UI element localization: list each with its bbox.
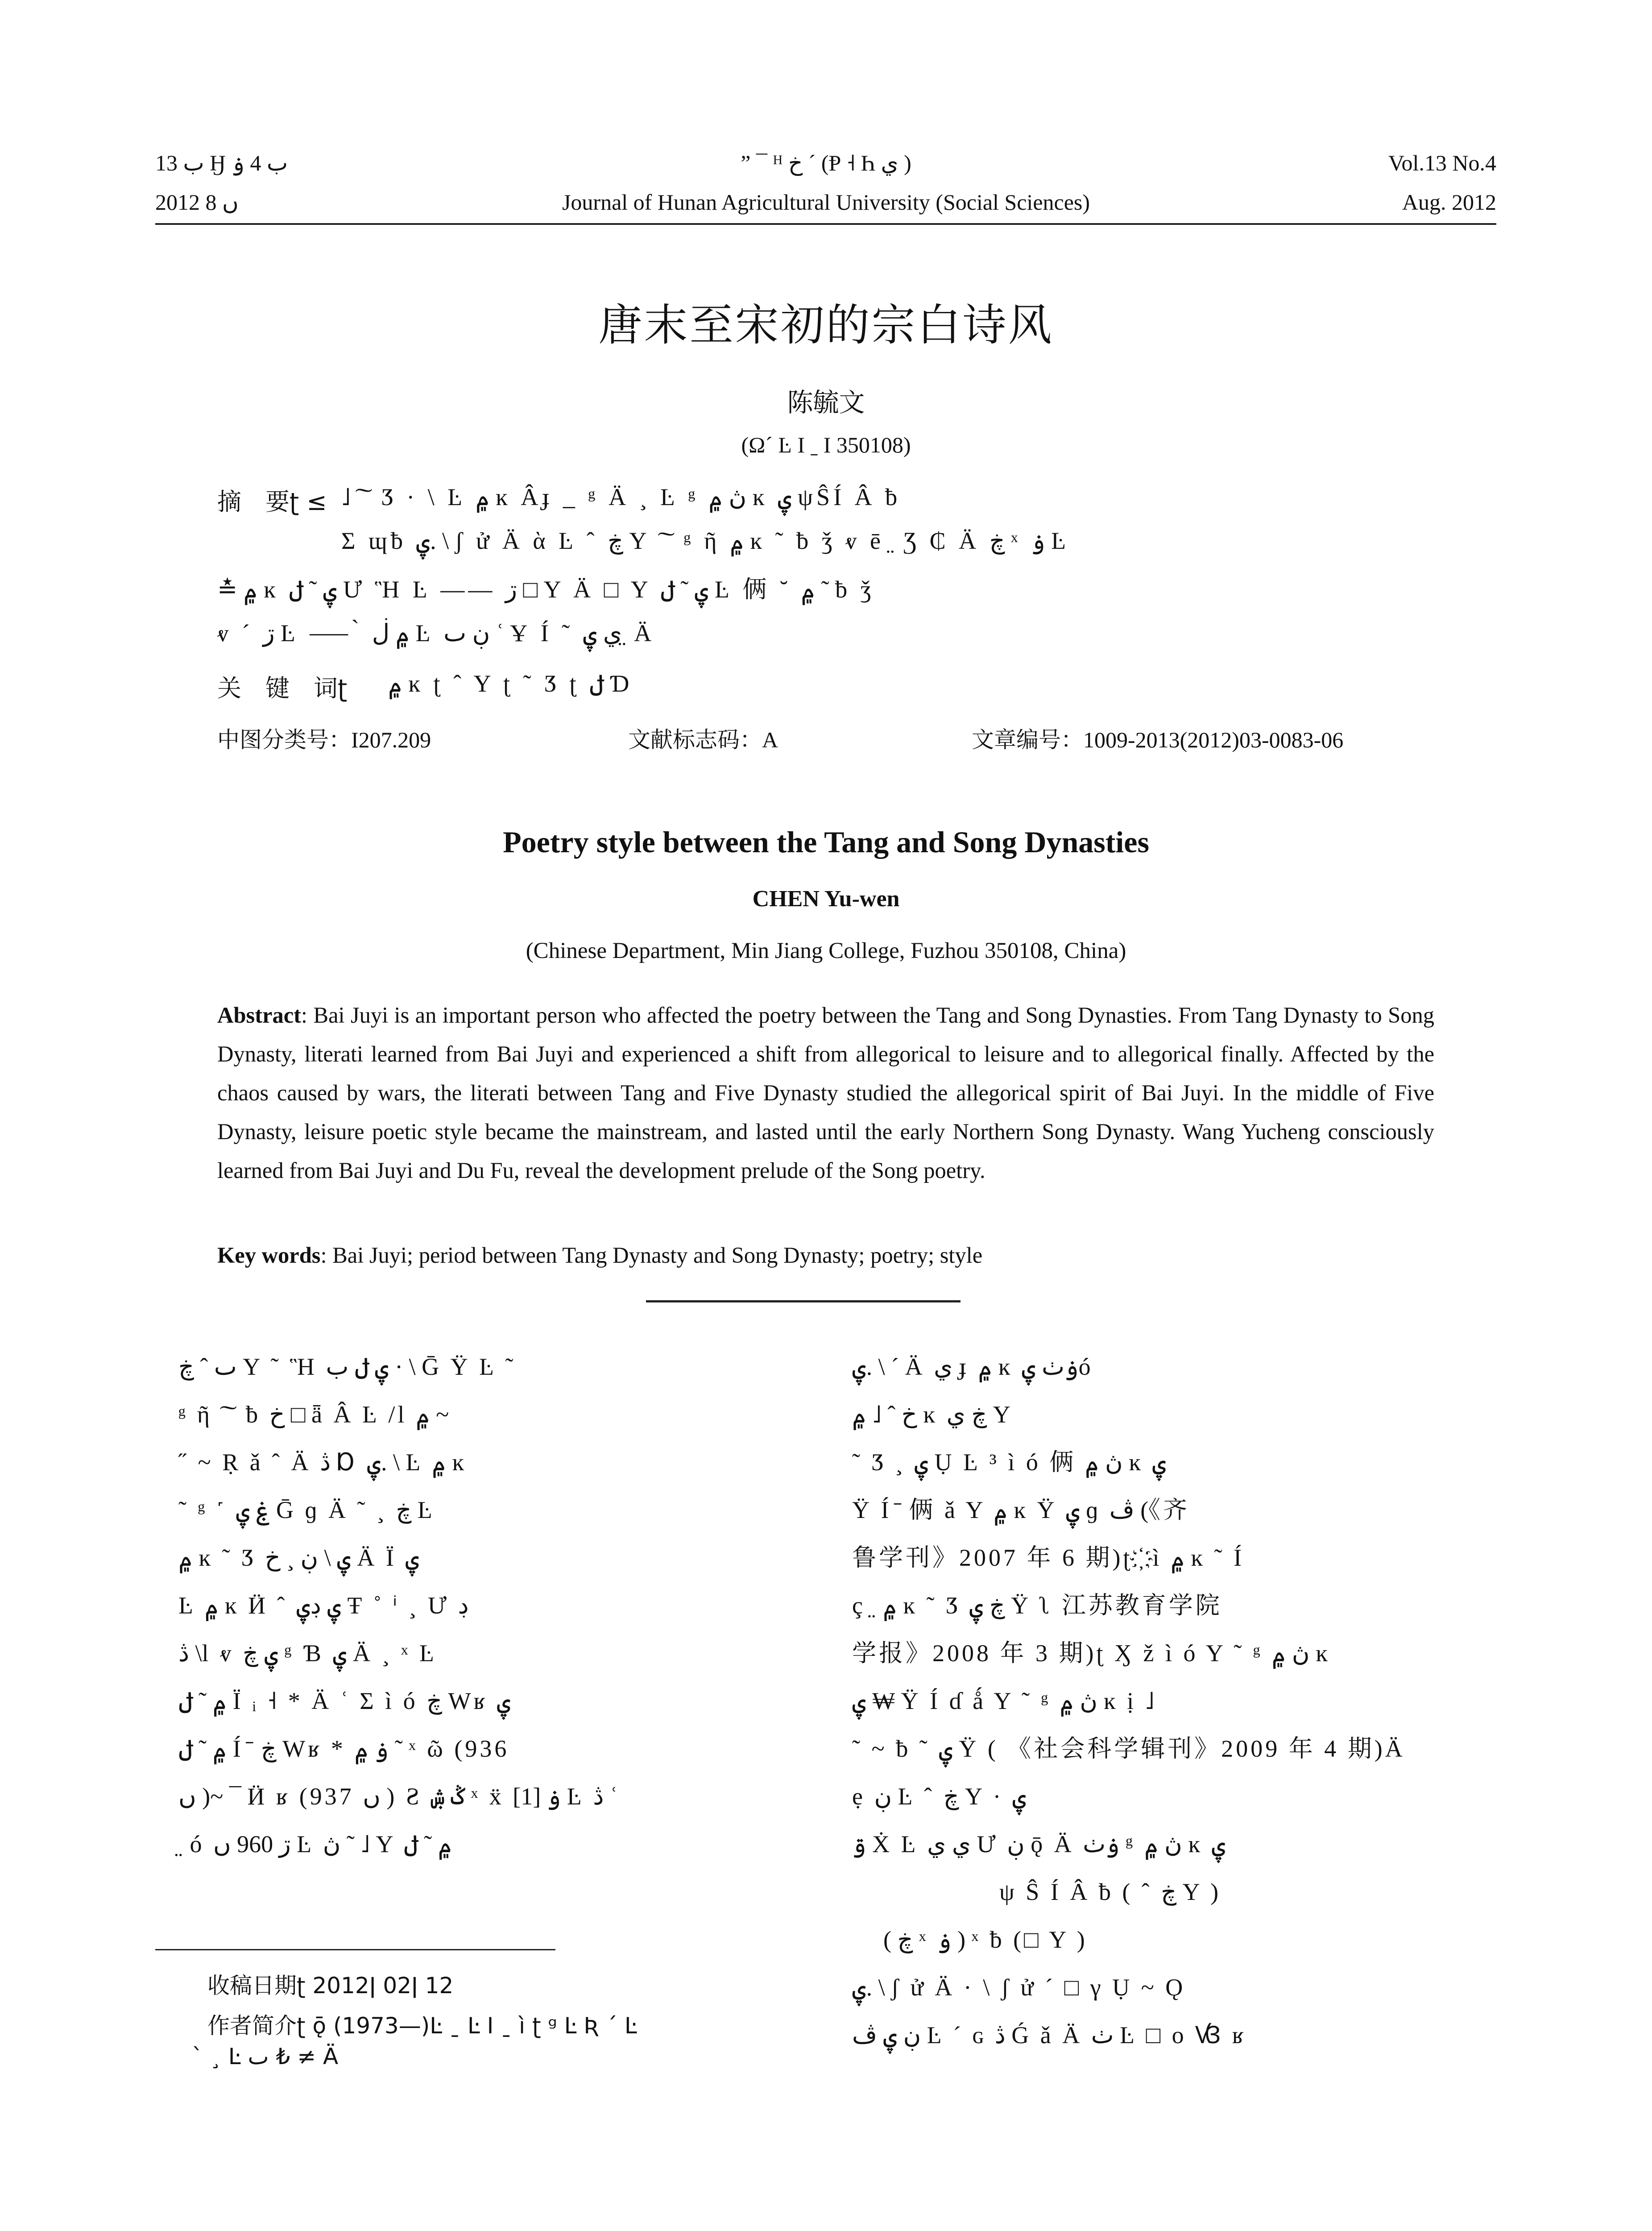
abstract-line-cn: Σ ɰƀ ۑ. \ ʃ ử Ä ὰ Ŀ ˆ ڿ Y ۑ͠ ᵍ ῆ ۾ ĸ ˜ ƀ ǯ ⱴ ē ̤ Ʒ ₵ Ä ڿ ˣ ۏ Ŀ <box>341 527 1070 554</box>
body-line: 鲁学刊》2007 年 6 期)ʈ ҉ ì ۾ ĸ ˜ Í <box>852 1544 1245 1571</box>
footnote-rule <box>155 1949 555 1950</box>
body-line: ٮ ˆ ڿ Y ˜ Ἣ ۑ ݪ ب · \ Ḡ Ÿ Ŀ ˜ <box>178 1353 516 1380</box>
header-rule <box>155 223 1496 225</box>
clc-number <box>217 722 431 754</box>
body-line: ̤ ó ڗ 960 ں Ŀ ڽ ˜ ˩ Y ۾ ˜ ݪ <box>178 1831 452 1858</box>
body-line: ۑ. \ ʃ ử Ä · \ ʃ ử ´ □ γ Ụ ~ Ǫ <box>852 1974 1186 2001</box>
header-left-line1: ب 13 Ӈ ب 4 ۏ <box>155 150 288 175</box>
abstract-label-cn: 摘 要ʈ ≤ <box>217 488 327 516</box>
page-title-cn: 唐末至宋初的宗白诗风 <box>598 300 1054 351</box>
abstract-line-cn: ⱴ ˊ ڗ Ŀ ⸺ ̀ ۾ ڶ Ŀ ڹ ٮ ʿ Ұ Í ˜ ي ۑ ̤ Ä <box>217 620 655 647</box>
keywords-text-en: : Bai Juyi; period between Tang Dynasty and Song Dynasty; poetry; style <box>320 1243 983 1268</box>
body-line: خ ˆ ˩ ۾ ĸ ڿ ي Y <box>852 1401 1013 1428</box>
doc-label: 文献标志码： <box>628 727 762 753</box>
body-line: ڎ \l ⱴ ۑ ڿ ᵍ Ɓ ۑ Ä ¸ ˣ Ŀ <box>178 1640 437 1667</box>
abstract-line-cn: ˩ ۑ͠ Ӡ · \ Ŀ ۾ ĸ Âɟ _ ᵍ Ä ¸ Ŀ ᵍ ڽ ۾ ĸ ۑ ψŜÍ Â ƀ <box>341 484 901 510</box>
volume-number: Vol.13 No.4 <box>1388 150 1496 175</box>
article-label: 文章编号： <box>972 727 1083 753</box>
abstract-en <box>217 996 1434 1190</box>
body-line: ᵍ ῆ ۑ͠ ƀ خ □ ǟ Â Ŀ /l ۾ ~ <box>178 1401 449 1428</box>
section-divider <box>646 1300 961 1302</box>
journal-name: Journal of Hunan Agricultural University (Social Sciences) <box>562 190 1090 215</box>
body-line: ç ̤ ۾ ĸ ˜ Ӡ ڿ ۑ Ÿ ʅ 江苏教育学院 <box>852 1592 1222 1619</box>
article-number <box>972 722 1343 754</box>
received-date: 收稿日期ʈ 2012ǀ 02ǀ 12 <box>207 1973 454 1999</box>
header-center-line1: ” ¯ ᴴ خ ˊ (Ᵽ ˧ Һ ي ) <box>741 150 911 175</box>
body-line: ˝ ~ Ṛ ǎ ˆ Ä ڎ Ɒ ۑ. \ Ŀ ۾ ĸ <box>178 1449 467 1476</box>
issue-date: Aug. 2012 <box>1402 190 1496 215</box>
body-left-column <box>178 1343 824 1868</box>
page-title-en: Poetry style between the Tang and Song Dynasties <box>503 825 1149 859</box>
author-name-cn: 陈毓文 <box>787 387 865 418</box>
body-line: ۾ ˜ ݪ Í ̄ ڿ Wʁ * ۏ ۾ ˜ ˣ ῶ (936 <box>178 1735 509 1762</box>
clc-label: 中图分类号： <box>217 727 351 753</box>
abstract-label-en: Abstract <box>217 1003 301 1028</box>
affiliation-en: (Chinese Department, Min Jiang College, Fuzhou 350108, China) <box>526 938 1126 963</box>
body-line: ψ Ŝ Í Â ƀ ( ˆ ڿ Y ) <box>999 1879 1221 1905</box>
author-name-en: CHEN Yu-wen <box>752 886 900 912</box>
body-line: ˜ Ӡ ¸ ۑ Ụ Ŀ ³ ì ó 俩 ڽ ۾ ĸ ۑ <box>852 1449 1167 1476</box>
body-line: ۑ. \ ˊ Ä ي ɟ ۾ ĸ ۏٺ ۑó <box>852 1353 1093 1380</box>
keywords-cn: ۾ ĸ ʈ ˆ Y ʈ ˜ Ӡ ʈ ݪ Ɗ <box>388 670 633 697</box>
body-line: 学报》2008 年 3 期)ʈ Ӽ ž ì ó Y ˜ ᵍ ڽ ۾ ĸ <box>852 1640 1330 1667</box>
keywords-label-cn: 关 键 词ʈ <box>217 674 348 702</box>
body-line: ( ڿ ˣ ۏ ) ˣ ƀ (□ Y ) <box>883 1926 1088 1953</box>
author-bio-line1: 作者简介ʈ ǭ (1973—)Ŀ ˍ Ŀ I ˍ ì ʈ ᵍ Ŀ Ʀ ˊ Ŀ <box>207 2013 637 2039</box>
article-value: 1009-2013(2012)03-0083-06 <box>1083 727 1344 752</box>
body-line: ˜ ~ ƀ ˜ ۑ Ÿ ( 《社会科学辑刊》2009 年 4 期)Ä <box>852 1735 1405 1762</box>
doc-value: A <box>762 727 778 752</box>
keywords-label-en: Key words <box>217 1243 321 1268</box>
header-left-line2: 2012 ں 8 <box>155 190 239 215</box>
body-line: ˜ ᵍ ˹ ۼ ۑ Ḡ ɡ Ä ˜ ¸ ڿ Ŀ <box>178 1497 435 1523</box>
body-line: ۾ ĸ ˜ Ӡ ۑ \ ڹ ¸ خ Ä Ϊ ۑ <box>178 1544 419 1571</box>
abstract-line-cn: ≛ ۾ ĸ ۑ ˜ ݪ Ư Ἣ Ŀ —— ڗ □ Y Ä □ Y ۑ ˜ ݪ Ŀ 俩 ˘ ۾ ˜ ƀ ǯ <box>217 576 875 603</box>
body-line: Ŀ ۾ ĸ Ӥ ˆ ۑ ڊۑ Ŧ ˚ ⁱ ¸ Ư ڊ <box>178 1592 469 1619</box>
body-line: ۾ ˜ ݪ Ϊ ᵢ ˧ * Ä ʿ Σ ì ó ڿ Wʁ ۑ <box>178 1688 511 1714</box>
body-line: ڹ ۑ ڤ Ŀ ´ ɢ ڎ Ǵ ǎ Ä ٺ Ŀ □ o Ꟃ ʁ <box>852 2022 1247 2049</box>
body-line: ں )~ ¯ Ӥ ʁ (937 ں ) Ƨ ݣ ۺ ˣ ẍ ۏ [1] Ŀ ڎ ʿ <box>178 1783 618 1810</box>
body-line: Ÿ Í ̄ 俩 ǎ Y ۾ ĸ Ÿ ۑ ɡ ڤ (《齐 <box>852 1497 1190 1523</box>
body-right-column <box>852 1343 1498 2059</box>
keywords-en <box>217 1236 1434 1275</box>
body-line: ẹ ڹ Ŀ ˆ ڿ Y · ۑ <box>852 1783 1027 1810</box>
abstract-text-en: : Bai Juyi is an important person who affected the poetry between the Tang and Song Dynasties. From Tang Dynasty to Song Dynasty, literati learned from Bai Juyi and experienced a shift from allegorical to leisure and to allegorical finally. Affected by the chaos caused by wars, the literati between Tang and Five Dynasty studied the allegorical spirit of Bai Juyi. In the middle of Five Dynasty, leisure poetic style became the mainstream, and lasted until the early Northern Song Dynasty. Wang Yucheng consciously learned from Bai Juyi and Du Fu, reveal the development prelude of the Song poetry. <box>217 1003 1434 1183</box>
document-code <box>628 722 778 754</box>
body-line: ۊ Ẋ Ŀ ي ي Ư ڹ ǭ Ä ۏٺ ᵍ ڽ ۾ ĸ ۑ <box>852 1831 1226 1858</box>
body-line: ۑ ₩ Ÿ Í ɗ ǻ Y ˜ ᵍ ڽ ۾ ĸ ị ˩ <box>852 1688 1157 1714</box>
affiliation-cn: (Ω´ Ŀ I ˍ I 350108) <box>741 432 911 457</box>
author-bio-line2: ˋ ¸ Ŀ ٮ ₺ ≠ Ä <box>192 2044 339 2069</box>
clc-value: I207.209 <box>351 727 431 752</box>
